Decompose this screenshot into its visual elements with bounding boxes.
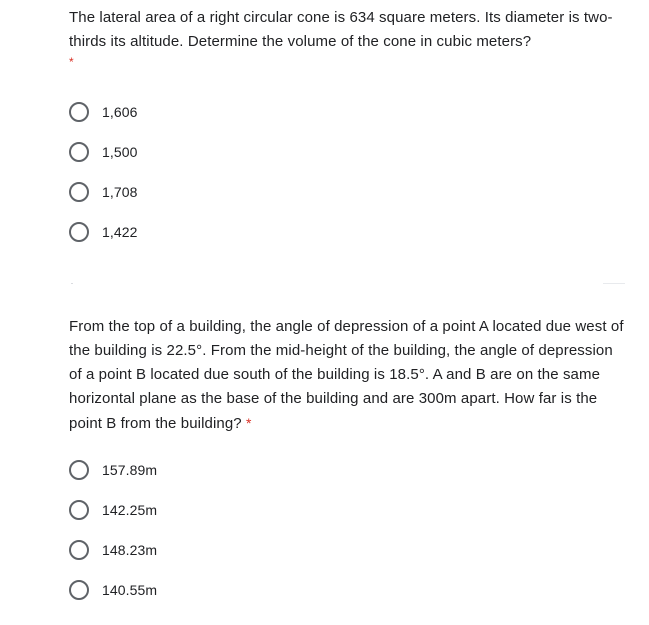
required-indicator: *	[246, 415, 252, 431]
question-text	[69, 315, 629, 436]
option-radio[interactable]	[69, 100, 138, 124]
option-label: 140.55m	[102, 582, 158, 598]
question-title: The lateral area of a right circular cone is 634 square meters. Its diameter is two-thirds its altitude. Determine the volume of the cone in cubic meters?	[69, 9, 613, 50]
option-radio[interactable]	[69, 180, 138, 204]
question-title: From the top of a building, the angle of depression of a point A located due west of the building is 22.5°. From the mid-height of the building, the angle of depression of a point B located due south of the building is 18.5°. A and B are on the same horizontal plane as the base of the building and are 300m apart. How far is the point B from the building?	[69, 318, 624, 432]
option-label: 142.25m	[102, 502, 158, 518]
radio-circle-icon[interactable]	[69, 500, 89, 520]
option-radio[interactable]	[69, 578, 157, 602]
option-label: 1,606	[102, 104, 138, 120]
option-label: 1,708	[102, 184, 138, 200]
option-label: 1,500	[102, 144, 138, 160]
option-radio[interactable]	[69, 458, 157, 482]
option-label: 157.89m	[102, 462, 158, 478]
option-label: 148.23m	[102, 542, 158, 558]
radio-circle-icon[interactable]	[69, 460, 89, 480]
question-text	[69, 6, 629, 54]
option-radio[interactable]	[69, 538, 157, 562]
option-radio[interactable]	[69, 220, 138, 244]
option-label: 1,422	[102, 224, 138, 240]
radio-circle-icon[interactable]	[69, 540, 89, 560]
radio-circle-icon[interactable]	[69, 580, 89, 600]
question-card-1	[0, 0, 649, 280]
radio-circle-icon[interactable]	[69, 102, 89, 122]
radio-circle-icon[interactable]	[69, 182, 89, 202]
required-indicator: *	[69, 55, 74, 69]
option-radio[interactable]	[69, 498, 157, 522]
radio-circle-icon[interactable]	[69, 142, 89, 162]
radio-circle-icon[interactable]	[69, 222, 89, 242]
option-radio[interactable]	[69, 140, 138, 164]
question-card-2	[0, 282, 649, 625]
